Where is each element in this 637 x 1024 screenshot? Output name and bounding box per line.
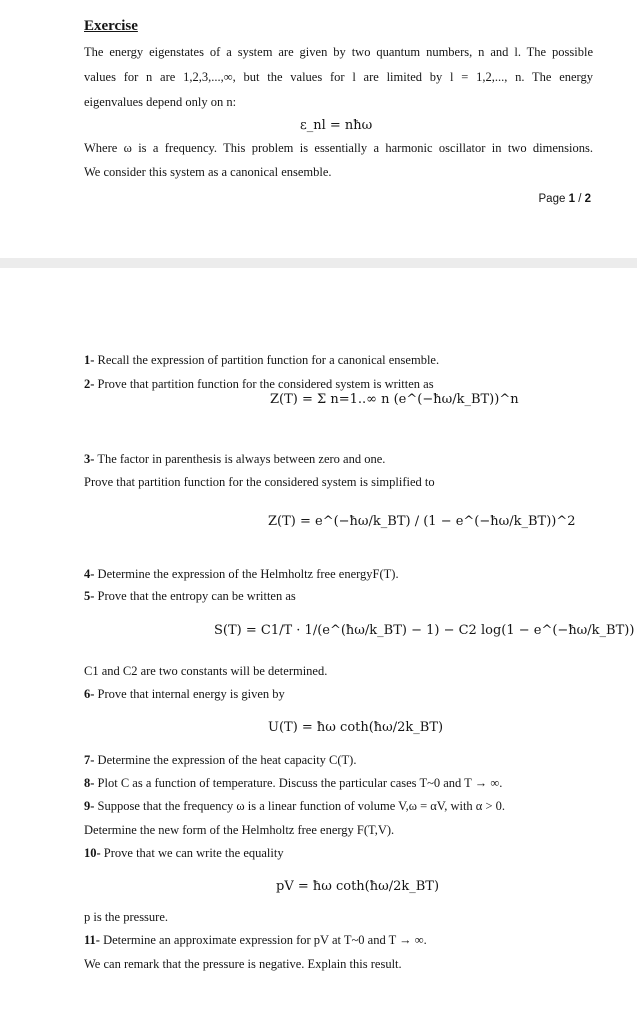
eq5-text: S(T) = C1/T · 1/(e^(ħω/k_BT) − 1) − C2 log(1 − e^(−ħω/k_BT)) [214,623,635,638]
question-9-line-2: Determine the new form of the Helmholtz free energy F(T,V). [84,823,395,837]
page-indicator [539,193,591,205]
document-page-1 [0,0,637,258]
question-5-text: Prove that the entropy can be written as [97,589,296,603]
question-5-number: 5- [84,589,95,603]
question-8 [84,775,593,791]
eq3-text: Z(T) = e^(−ħω/k_BT) / (1 − e^(−ħω/k_BT))^2 [268,514,576,529]
consider-line: We consider this system as a canonical ensemble. [84,165,332,179]
question-1 [84,352,593,368]
intro-line-1: The energy eigenstates of a system are given by two quantum numbers, n and l. The possible [84,45,593,59]
question-10-number: 10- [84,846,101,860]
question-8-text: Plot C as a function of temperature. Discuss the particular cases T~0 and T → ∞. [97,776,503,790]
intro-line-2: values for n are 1,2,3,...,∞, but the values for l are limited by l = 1,2,..., n. The energy [84,70,593,84]
question-7-text: Determine the expression of the heat capacity C(T). [97,753,357,767]
question-4-text: Determine the expression of the Helmholtz free energyF(T). [97,567,399,581]
partition-sum-equation [270,392,519,408]
question-10 [84,845,593,861]
question-8-number: 8- [84,776,95,790]
question-9-number: 9- [84,799,95,813]
entropy-equation [214,623,634,639]
question-3 [84,451,593,467]
question-1-text: Recall the expression of partition function for a canonical ensemble. [97,353,440,367]
energy-equation-text: ε_nl = nħω [300,118,373,133]
question-11-line-2: We can remark that the pressure is negative. Explain this result. [84,957,402,971]
pressure-volume-equation [276,879,439,895]
question-2-number: 2- [84,377,95,391]
question-3-number: 3- [84,452,95,466]
page-total: 2 [584,193,591,205]
page-current: 1 [568,193,575,205]
question-11 [84,932,593,948]
where-line: Where ω is a frequency. This problem is essentially a harmonic oscillator in two dimensions. [84,141,593,155]
question-9 [84,798,593,814]
question-10-text: Prove that we can write the equality [103,846,284,860]
question-1-number: 1- [84,353,95,367]
document-page-2 [0,268,637,1024]
question-4-number: 4- [84,567,95,581]
question-9-text: Suppose that the frequency ω is a linear function of volume V,ω = αV, with α > 0. [97,799,506,813]
partition-closed-form-equation [268,514,576,530]
question-3-text: The factor in parenthesis is always between zero and one. [97,452,386,466]
eq10-text: pV = ħω coth(ħω/2k_BT) [276,879,440,894]
question-4 [84,566,593,582]
page-label: Page [538,193,566,205]
question-2 [84,376,593,392]
internal-energy-equation [268,720,443,736]
question-5-line-2: C1 and C2 are two constants will be determined. [84,664,328,678]
question-5 [84,588,593,604]
energy-equation [300,118,372,134]
question-6-number: 6- [84,687,95,701]
intro-line-3: eigenvalues depend only on n: [84,95,237,109]
question-7-number: 7- [84,753,95,767]
page-separator: / [578,193,582,205]
question-10-line-2: p is the pressure. [84,910,169,924]
question-11-text: Determine an approximate expression for pV at T~0 and T → ∞. [103,933,427,947]
question-11-number: 11- [84,933,100,947]
eq2-text: Z(T) = Σ n=1..∞ n (e^(−ħω/k_BT))^n [270,392,519,407]
question-7 [84,752,593,768]
question-3-line-2: Prove that partition function for the considered system is simplified to [84,475,435,489]
question-6-text: Prove that internal energy is given by [97,687,285,701]
eq6-text: U(T) = ħω coth(ħω/2k_BT) [268,720,444,735]
question-6 [84,686,593,702]
question-2-text: Prove that partition function for the considered system is written as [97,377,434,391]
exercise-title: Exercise [84,18,138,34]
